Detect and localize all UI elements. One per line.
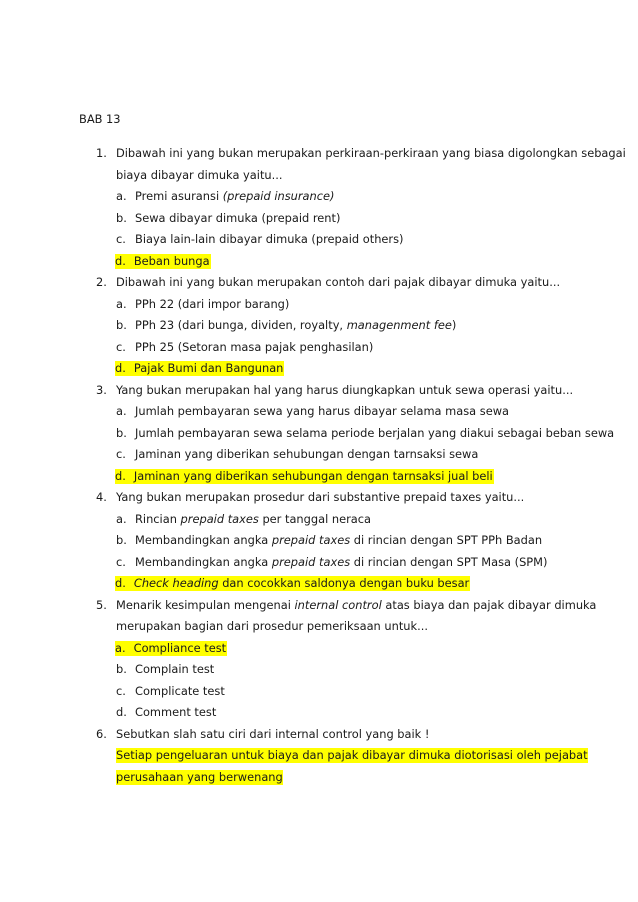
answer-highlight: d. Jaminan yang diberikan sehubungan dengan tarnsaksi jual beli [115,469,493,483]
question-number: 1. [96,146,107,160]
option-letter: a. [116,512,127,526]
option-text: Comment test [135,705,217,719]
answer-highlight: a. Compliance test [115,641,227,655]
question-text: merupakan bagian dari prosedur pemeriksaan untuk... [116,619,428,633]
option-text: Jumlah pembayaran sewa yang harus dibayar selama masa sewa [135,404,509,418]
question-text: biaya dibayar dimuka yaitu... [116,168,283,182]
option-text: Complicate test [135,684,225,698]
option-text: PPh 23 (dari bunga, dividen, royalty, managenment fee) [135,318,457,332]
answer-highlight: d. Check heading dan cocokkan saldonya dengan buku besar [115,576,470,590]
option-text: PPh 22 (dari impor barang) [135,297,290,311]
option-letter: a. [116,404,127,418]
option-text: Sewa dibayar dimuka (prepaid rent) [135,211,341,225]
option-text: Jaminan yang diberikan sehubungan dengan tarnsaksi sewa [135,447,479,461]
option-text: Rincian prepaid taxes per tanggal neraca [135,512,372,526]
question-number: 2. [96,275,107,289]
option-text: Complain test [135,662,215,676]
option-letter: b. [116,533,127,547]
option-letter: b. [116,662,127,676]
question-text: Yang bukan merupakan hal yang harus diungkapkan untuk sewa operasi yaitu... [116,383,574,397]
answer-highlight: perusahaan yang berwenang [116,770,283,784]
question-number: 6. [96,727,107,741]
question-number: 3. [96,383,107,397]
answer-highlight: d. Beban bunga [115,254,210,268]
option-letter: b. [116,426,127,440]
question-number: 4. [96,490,107,504]
option-letter: c. [116,555,126,569]
option-letter: c. [116,340,126,354]
option-letter: d. [116,705,127,719]
option-text: PPh 25 (Setoran masa pajak penghasilan) [135,340,374,354]
question-number: 5. [96,598,107,612]
question-text: Menarik kesimpulan mengenai internal control atas biaya dan pajak dibayar dimuka [116,598,597,612]
option-text: Membandingkan angka prepaid taxes di rincian dengan SPT PPh Badan [135,533,543,547]
answer-highlight: d. Pajak Bumi dan Bangunan [115,361,284,375]
option-text: Jumlah pembayaran sewa selama periode berjalan yang diakui sebagai beban sewa [135,426,615,440]
option-text: Premi asuransi (prepaid insurance) [135,189,335,203]
option-text: Biaya lain-lain dibayar dimuka (prepaid others) [135,232,404,246]
option-letter: c. [116,447,126,461]
answer-highlight: Setiap pengeluaran untuk biaya dan pajak dibayar dimuka diotorisasi oleh pejabat [116,748,588,762]
question-text: Dibawah ini yang bukan merupakan perkiraan-perkiraan yang biasa digolongkan sebagai [116,146,626,160]
option-letter: c. [116,232,126,246]
option-letter: a. [116,189,127,203]
option-letter: a. [116,297,127,311]
question-text: Sebutkan slah satu ciri dari internal control yang baik ! [116,727,430,741]
option-letter: b. [116,318,127,332]
question-text: Dibawah ini yang bukan merupakan contoh dari pajak dibayar dimuka yaitu... [116,275,561,289]
option-letter: b. [116,211,127,225]
chapter-heading: BAB 13 [79,112,121,126]
option-text: Membandingkan angka prepaid taxes di rincian dengan SPT Masa (SPM) [135,555,548,569]
option-letter: c. [116,684,126,698]
question-text: Yang bukan merupakan prosedur dari substantive prepaid taxes yaitu... [116,490,525,504]
